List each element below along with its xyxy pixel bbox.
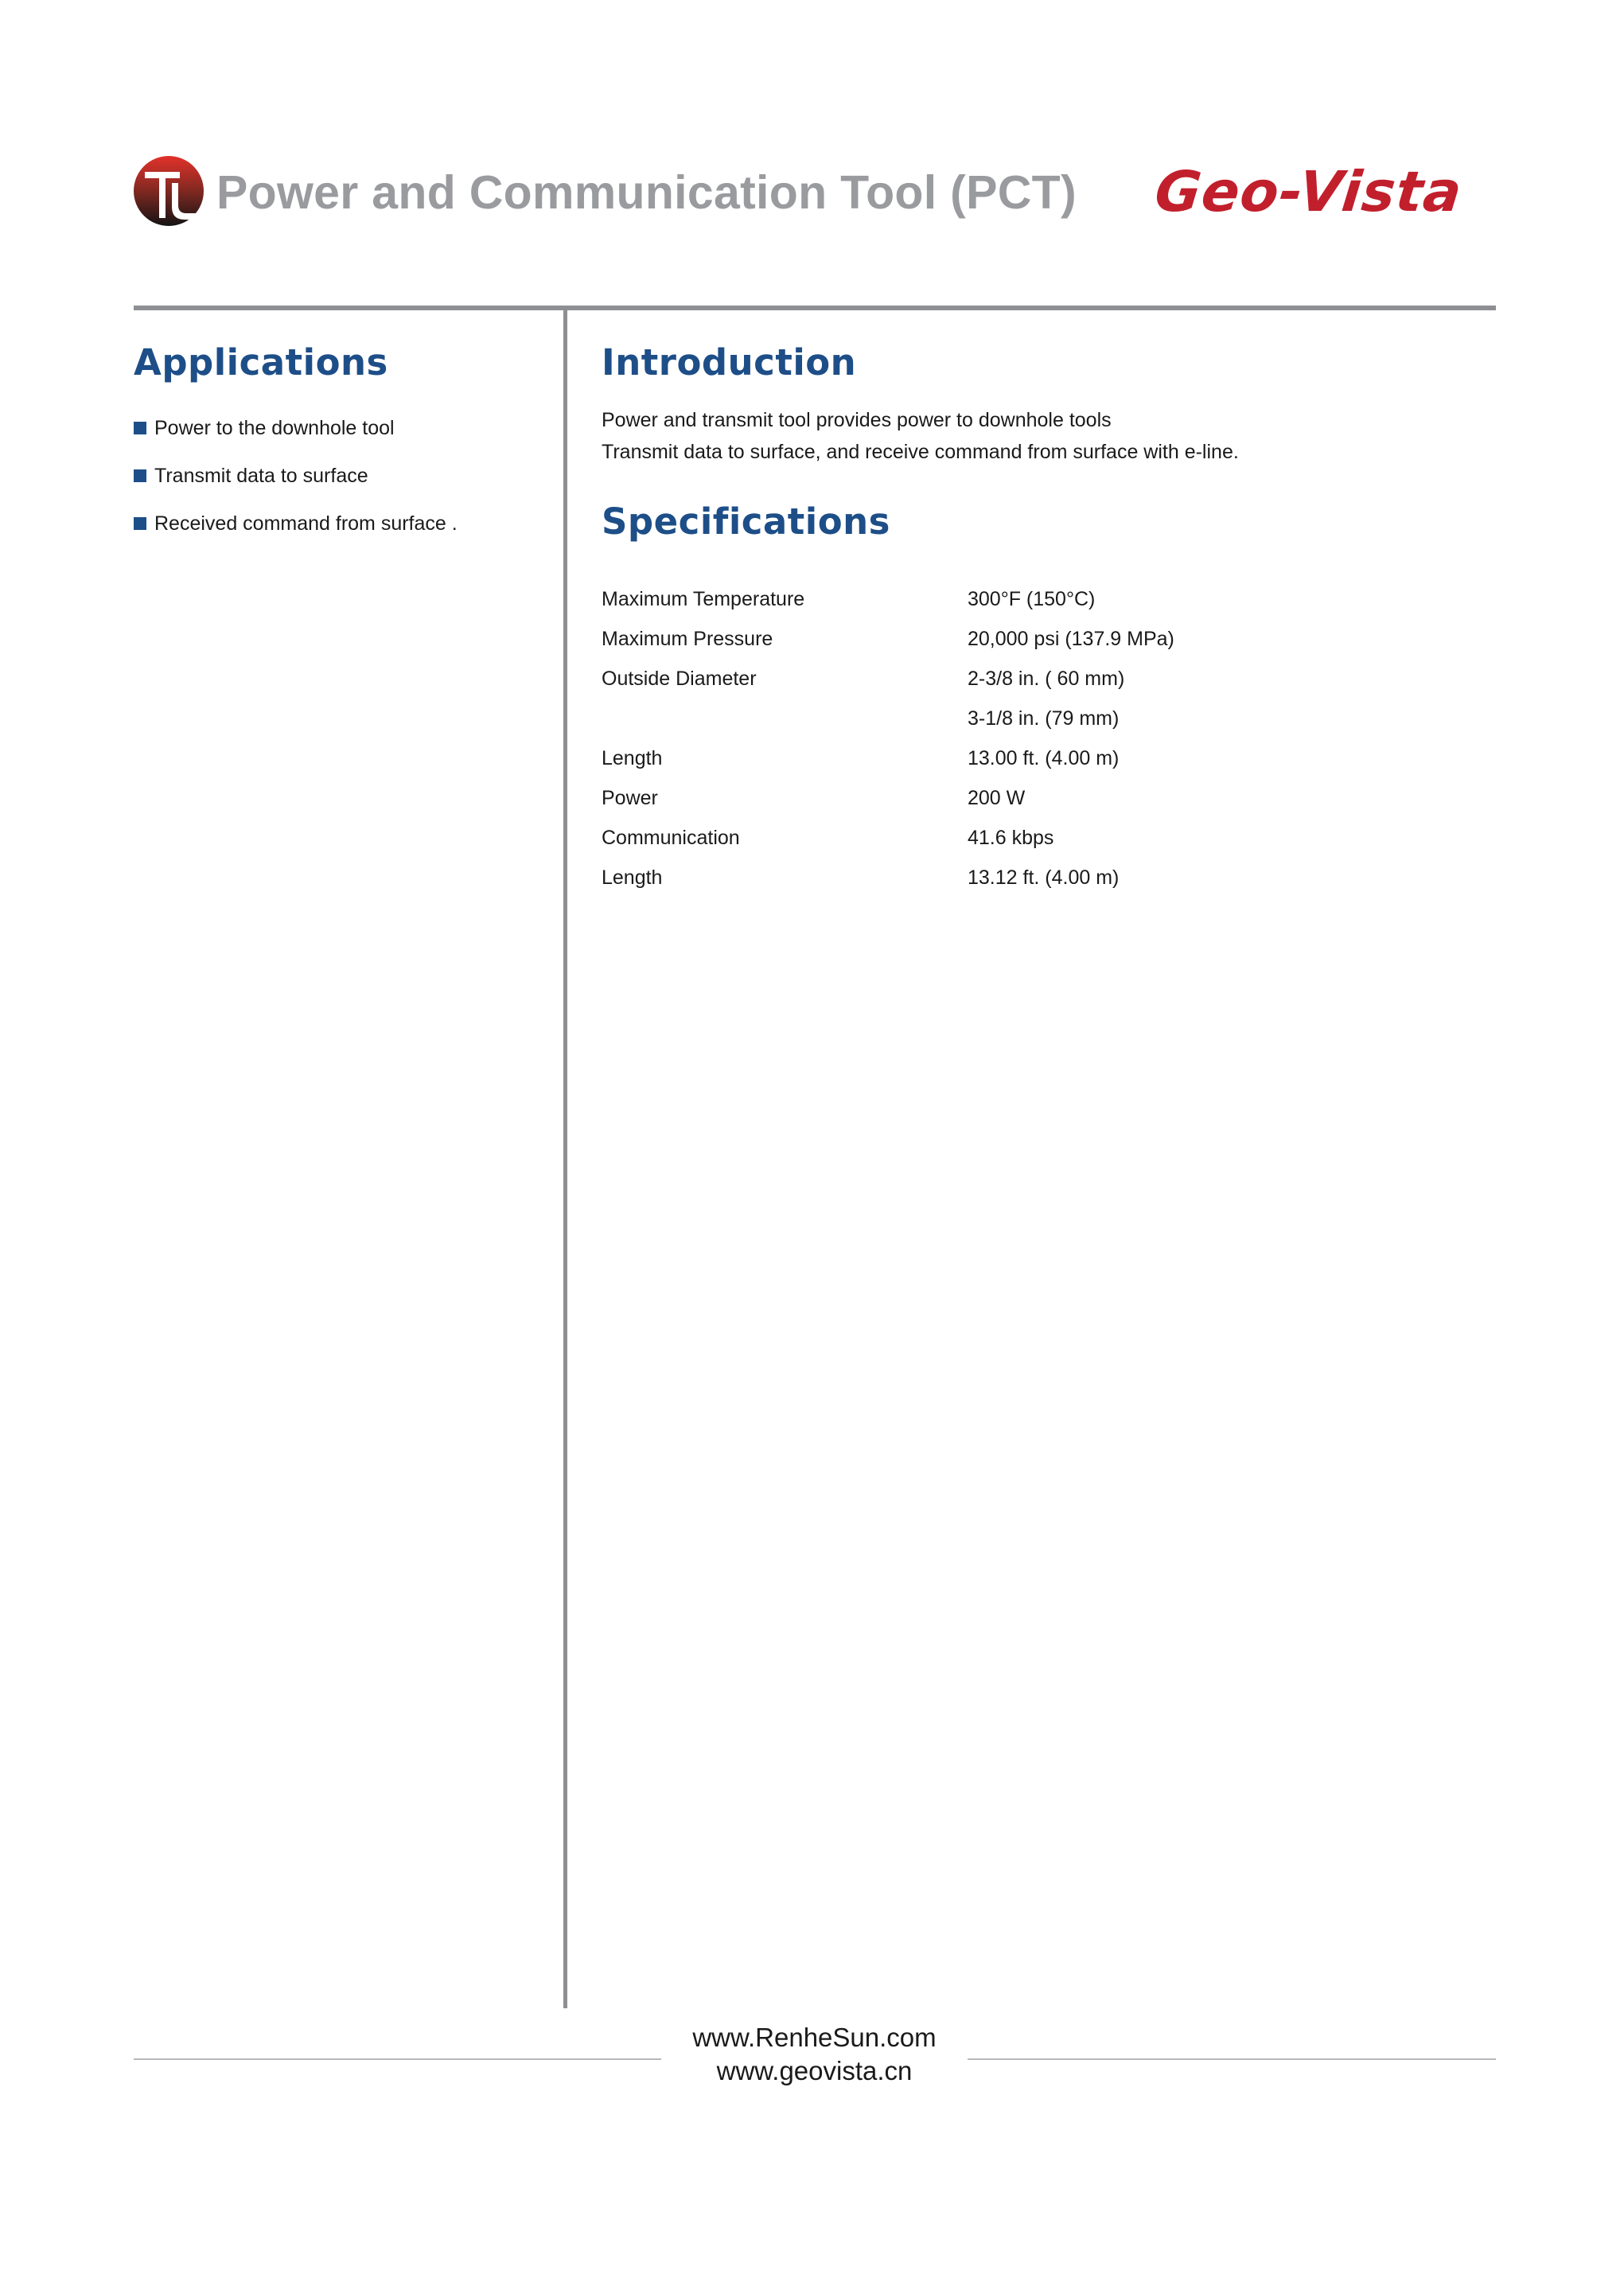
spec-label: Maximum Temperature	[602, 587, 805, 610]
spec-label: Power	[602, 786, 658, 809]
renhe-sun-logo-icon	[134, 156, 204, 226]
application-item-text: Power to the downhole tool	[154, 417, 395, 439]
footer-link-renhesun[interactable]: www.RenheSun.com	[692, 2023, 937, 2052]
spec-row	[602, 659, 1397, 699]
introduction-line: Power and transmit tool provides power to downhole tools	[602, 409, 1112, 431]
square-bullet-icon	[134, 517, 146, 530]
footer-divider-left	[134, 2058, 661, 2060]
spec-value: 41.6 kbps	[968, 826, 1054, 849]
applications-heading: Applications	[134, 341, 388, 384]
spec-value: 200 W	[968, 786, 1026, 809]
footer-links	[661, 2021, 968, 2088]
header-divider	[134, 306, 1496, 310]
spec-value: 20,000 psi (137.9 MPa)	[968, 627, 1174, 650]
list-item	[134, 500, 547, 547]
spec-label: Length	[602, 866, 663, 889]
spec-value: 2-3/8 in. ( 60 mm)	[968, 667, 1125, 690]
square-bullet-icon	[134, 469, 146, 482]
spec-value: 13.12 ft. (4.00 m)	[968, 866, 1120, 889]
footer-divider-right	[968, 2058, 1496, 2060]
list-item	[134, 404, 547, 452]
spec-row	[602, 699, 1397, 738]
footer-link-geovista[interactable]: www.geovista.cn	[716, 2056, 913, 2085]
introduction-heading: Introduction	[602, 341, 857, 384]
specifications-table	[602, 579, 1397, 898]
introduction-text	[602, 404, 1477, 468]
application-item-text: Received command from surface .	[154, 512, 458, 535]
spec-row	[602, 778, 1397, 818]
applications-list	[134, 404, 547, 547]
square-bullet-icon	[134, 422, 146, 434]
spec-row	[602, 579, 1397, 619]
spec-label: Length	[602, 746, 663, 769]
spec-row	[602, 619, 1397, 659]
spec-label: Maximum Pressure	[602, 627, 773, 650]
spec-row	[602, 818, 1397, 858]
list-item	[134, 452, 547, 500]
spec-label: Outside Diameter	[602, 667, 757, 690]
spec-row	[602, 738, 1397, 778]
introduction-line: Transmit data to surface, and receive command from surface with e-line.	[602, 441, 1239, 463]
application-item-text: Transmit data to surface	[154, 465, 368, 487]
column-divider	[563, 309, 567, 2008]
brand-logo: Geo-Vista	[1151, 159, 1466, 224]
page-title: Power and Communication Tool (PCT)	[216, 166, 1077, 219]
spec-value: 300°F (150°C)	[968, 587, 1096, 610]
spec-value: 3-1/8 in. (79 mm)	[968, 707, 1120, 730]
specifications-heading: Specifications	[602, 500, 890, 543]
spec-row	[602, 858, 1397, 898]
spec-label: Communication	[602, 826, 740, 849]
spec-value: 13.00 ft. (4.00 m)	[968, 746, 1120, 769]
